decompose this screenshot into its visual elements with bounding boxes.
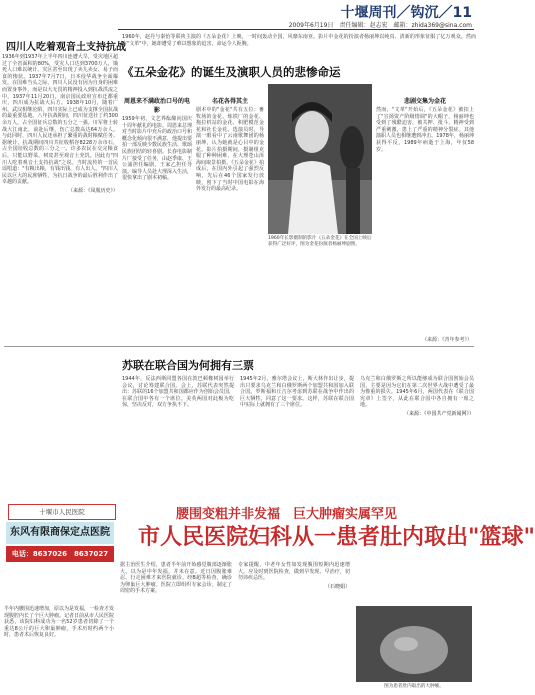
soviet-article-headline: 苏联在联合国为何拥有三票 [122, 359, 254, 372]
hospital-news-source: （石晓娟） [324, 583, 350, 590]
hospital-label: 十堰市人民医院 [8, 504, 116, 520]
actress-photo [268, 84, 372, 234]
page-header [0, 0, 478, 30]
soviet-column-3 [360, 376, 474, 492]
film-article-source: （来源：《青年参考》） [421, 337, 472, 343]
film-subhead-1: 周恩来不满政治口号的电影 [123, 98, 190, 114]
left-article [2, 54, 118, 346]
header-rule [118, 29, 474, 30]
left-article-headline: 四川人吃着观音土支持抗战 [6, 42, 126, 53]
soviet-article-source: （来源：《中国共产党新闻网》） [403, 410, 474, 417]
hospital-news-headline: 市人民医院妇科从一患者肚内取出"篮球" [138, 525, 535, 550]
soviet-text-2: 1945年2月，雅尔塔会议上，斯大林作出让步，提出只要求乌克兰和白俄罗斯两个加盟共和国加入联合国。罗斯福和丘吉尔考虑到苏联在战争中作出的巨大牺牲，同意了这一要求。这样，苏联在联合国中实际上就拥有了三个席位。 [240, 376, 354, 409]
film-column-3 [376, 94, 474, 342]
film-column-1 [122, 94, 192, 342]
hospital-news-text-1: 半年内腰围迅速增加，原以为是发福，一检查才发现腹腔内长了个巨大肿瘤。记者日前从市人民医院获悉，该院妇科成功为一名52岁患者切除了一个重达8公斤的巨大卵巢肿瘤，手术历时约两个小时，患者术后恢复良好。 [4, 606, 115, 639]
tumor-photo-caption: 图为患者肚内取出的大肿瘤。 [384, 684, 444, 689]
hospital-news-column-3 [238, 562, 350, 692]
hospital-news-subhead: 腰围变粗并非发福 巨大肿瘤实属罕见 [176, 507, 398, 522]
film-text-3: 然而，"文革"开始后，《五朵金花》被扣上了"宣扬资产阶级情调"的大帽子，杨丽坤也受到了残酷迫害，被关押、批斗，精神受到严重刺激，患上了严重的精神分裂症。其他演职人员也相继遭到冲击。1978年，杨丽坤获得平反，1989年病逝于上海，年仅58岁。 [376, 107, 474, 153]
film-subhead-3: 悲剧交集为金花 [403, 98, 446, 105]
hospital-news-text-2: 据主治医生介绍，患者半年前开始感觉腹部逐渐胀大，以为是中年发福，并未在意。近日因腹胀难忍、行走困难才来医院就诊。经B超等检查，确诊为卵巢巨大肿瘤。医院立即组织专家会诊，制定了周密的手术方案。 [120, 562, 232, 595]
film-article-headline: 《五朵金花》的诞生及演职人员的悲惨命运 [122, 65, 341, 79]
soviet-text-1: 1944年，反法西斯同盟各国在敦巴顿橡树园举行会议，讨论筹建联合国。会上，苏联代表突然提出：苏联的16个加盟共和国都应作为创始会员国，在联合国中各有一个席位。美英两国对此极为吃惊，坚决反对，双方争执不下。 [122, 376, 234, 409]
section-divider [4, 346, 474, 347]
film-subhead-2: 名花各得其主 [211, 98, 248, 105]
film-column-2 [196, 94, 264, 342]
soviet-column-1 [122, 376, 234, 492]
hospital-designation: 东风有限商保定点医院 [6, 522, 114, 544]
issue-meta: 2009年6月19日 责任编辑：赵志宏 邮箱：zhida369@sina.com [288, 22, 472, 29]
film-intro [122, 34, 476, 54]
tumor-photo [356, 606, 472, 682]
soviet-column-2 [240, 376, 354, 492]
soviet-text-3: 乌克兰和白俄罗斯之所以能够成为联合国创始会员国，主要是因为它们在第二次世界大战中遭受了最为惨重的损失。1945年6月，两国代表在《联合国宪章》上签字，从此在联合国中各自拥有一席之地。 [360, 376, 474, 409]
tumor-photo-illustration [356, 606, 472, 682]
left-article-body: 1936年到1937年上半年四川连遭大旱，受灾地区超过了全省面积的80%，受灾人口达到3700万人，饿死人口难以统计。灾区甚至出现了卖儿卖女、易子而食的惨状。1937年7月7日，日本侵华战争全面爆发。在国难当头之际，四川人民没有因为自身的困难而置身事外，而是以大无畏的精神投入到抗战洪流之中。1937年11月20日，南京国民政府宣布迁都重庆，四川成为抗战大后方。1938年10月，随着广州、武汉相继沦陷，四川实际上已成为支撑全国抗战的最重要基地。八年抗战期间，四川征送壮丁约300余万人，占全国征兵总数的五分之一强。川军将士转战大江南北，前赴后继，伤亡总数高达64万余人。与此同时，四川人民还承担了繁重的战时粮赋任务。据统计，抗战期间四川共征收稻谷8228万余市石，占全国征收总数的三分之一。许多农民在交完粮食后，只能以野菜、树皮甚至观音土充饥。因此有"四川人吃着观音土支持抗战"之说。当时流传的一首民谣唱道："有粮出粮，有钱出钱，有人出人。"四川人民以巨大的民族牺牲，为抗日战争的最后胜利作出了卓越的贡献。 [2, 54, 118, 186]
actress-photo-illustration [268, 84, 372, 234]
section-title: 十堰周刊／钩沉／11 [340, 5, 472, 21]
film-text-1: 1959年初，文艺界酝酿向国庆十周年献礼的电影。周恩来总理对当时影片中充斥的政治口号和概念化倾向很不满意，他提出要拍一部反映少数民族生活、歌颂民族团结的轻喜剧。长春电影制片厂接受了任务，由赵季康、王公浦担任编剧，王家乙担任导演。编导人员赴大理深入生活，很快拿出了剧本初稿。 [122, 116, 193, 182]
hospital-news-text-3: 专家提醒，中老年女性如发现腹围短期内迅速增大，应及时到医院检查，做到早发现、早治疗，切勿讳疾忌医。 [238, 562, 350, 582]
actress-photo-caption: 1960年长影摄制的影片《五朵金花》在全国上映后获得广泛好评，图为金花扮演者杨丽坤剧照。 [268, 236, 372, 247]
hospital-news-column-2 [120, 562, 232, 692]
film-intro-text: 1960年，赵丹与秦怡等联袂主演的《五朵金花》上映，一时间轰动全国，风靡东南亚。影片中金花的扮演者杨丽坤以纯真、清新的形象征服了亿万观众。然而在"文革"中，她却遭受了难以想象的迫害，命运令人扼腕。 [122, 34, 476, 47]
hospital-phone: 电话：8637026 8637027 [6, 546, 114, 562]
left-article-source: （来源：《凤凰历史》） [67, 187, 118, 194]
film-text-2: 剧本中的"金花"共有五位：畜牧场的金花、炼铁厂的金花、拖拉机站的金花、积肥模范金花和社长金花。选演员时，导演一眼看中了云南歌舞团的杨丽坤，认为她就是心目中的金花。影片拍摄期间，摄制组克服了种种困难，在大理苍山洱海间取景拍摄。《五朵金花》拍成后，在国内外引起了强烈反响，先后在46个国家发行放映，创下了当时中国电影在海外发行的最高纪录。 [196, 107, 264, 193]
hospital-news-column-1 [4, 606, 114, 692]
